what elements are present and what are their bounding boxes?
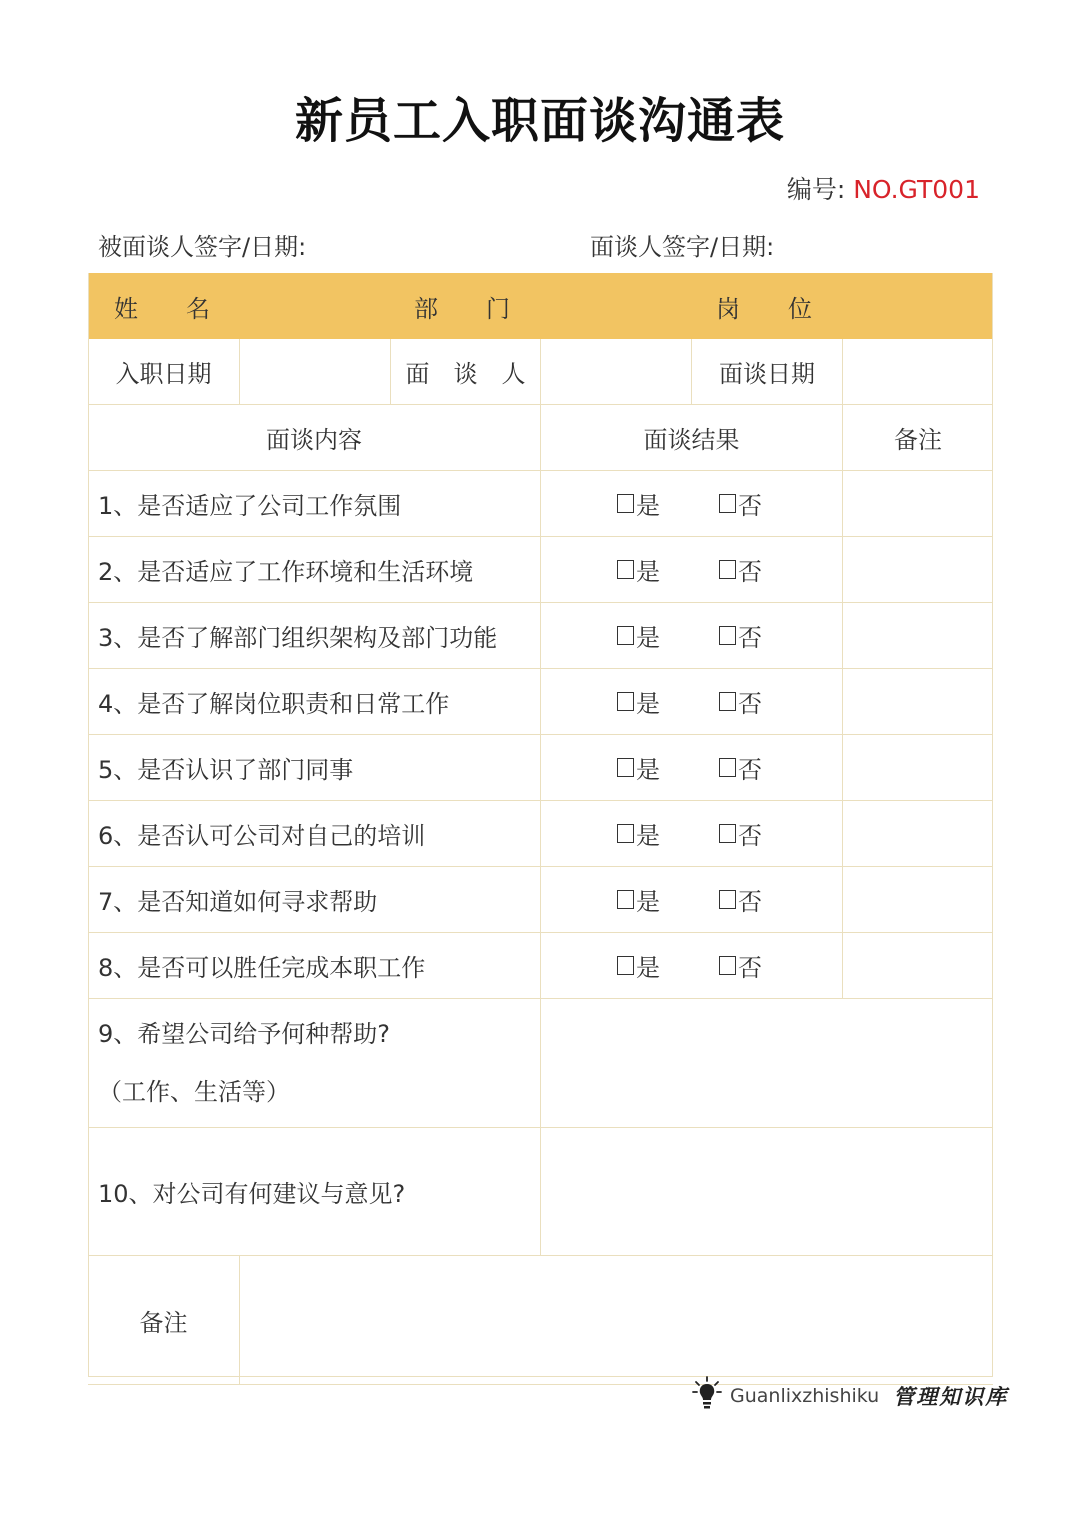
question-10-text: 10、对公司有何建议与意见? — [98, 1180, 406, 1208]
question-9-row — [88, 999, 993, 1128]
question-10-answer-field[interactable] — [540, 1128, 993, 1255]
interviewer-field[interactable] — [540, 339, 691, 404]
no-checkbox[interactable] — [719, 735, 762, 800]
yes-label: 是 — [636, 954, 660, 982]
column-header-row — [88, 405, 993, 471]
checkbox-icon — [719, 956, 736, 975]
question-9-line1: 9、希望公司给予何种帮助? — [98, 1020, 391, 1048]
no-checkbox[interactable] — [719, 669, 762, 734]
brand-latin: Guanlixzhishiku — [730, 1385, 880, 1407]
checkbox-icon — [617, 956, 634, 975]
question-text: 3、是否了解部门组织架构及部门功能 — [98, 624, 498, 652]
question-text: 2、是否适应了工作环境和生活环境 — [98, 558, 474, 586]
info-row — [88, 339, 993, 405]
checkbox-icon — [617, 824, 634, 843]
checkbox-icon — [719, 560, 736, 579]
brand-chinese: 管理知识库 — [893, 1384, 1009, 1409]
question-row — [88, 603, 993, 669]
interviewer-label: 面 谈 人 — [390, 339, 540, 404]
no-checkbox[interactable] — [719, 603, 762, 668]
question-9-answer-field[interactable] — [540, 999, 993, 1127]
checkbox-icon — [617, 758, 634, 777]
yes-checkbox[interactable] — [617, 537, 660, 602]
remark-column-header: 备注 — [842, 405, 993, 470]
checkbox-icon — [719, 758, 736, 777]
result-cell — [540, 933, 842, 998]
question-row — [88, 471, 993, 537]
yes-label: 是 — [636, 888, 660, 916]
question-row — [88, 867, 993, 933]
checkbox-icon — [719, 890, 736, 909]
question-text: 6、是否认可公司对自己的培训 — [98, 822, 426, 850]
question-row — [88, 735, 993, 801]
no-label: 否 — [738, 690, 762, 718]
checkbox-icon — [719, 626, 736, 645]
checkbox-icon — [617, 890, 634, 909]
question-text: 5、是否认识了部门同事 — [98, 756, 354, 784]
no-checkbox[interactable] — [719, 801, 762, 866]
yes-checkbox[interactable] — [617, 933, 660, 998]
checkbox-icon — [617, 560, 634, 579]
table-header-row — [88, 273, 993, 339]
remark-field[interactable] — [842, 867, 993, 932]
position-header: 岗 位 — [716, 294, 812, 323]
checkbox-icon — [617, 494, 634, 513]
no-checkbox[interactable] — [719, 867, 762, 932]
no-checkbox[interactable] — [719, 471, 762, 536]
yes-label: 是 — [636, 558, 660, 586]
department-header: 部 门 — [414, 294, 510, 323]
remark-field[interactable] — [842, 933, 993, 998]
remark-field[interactable] — [842, 669, 993, 734]
question-row — [88, 933, 993, 999]
yes-label: 是 — [636, 822, 660, 850]
no-label: 否 — [738, 492, 762, 520]
yes-checkbox[interactable] — [617, 867, 660, 932]
serial-value: NO.GT001 — [853, 175, 980, 204]
result-column-header: 面谈结果 — [540, 405, 842, 470]
remark-row — [88, 1256, 993, 1385]
yes-label: 是 — [636, 756, 660, 784]
no-label: 否 — [738, 558, 762, 586]
page-title: 新员工入职面谈沟通表 — [294, 93, 785, 149]
remark-field[interactable] — [842, 537, 993, 602]
question-9-line2: （工作、生活等） — [98, 1078, 290, 1106]
remark-answer-field[interactable] — [239, 1256, 993, 1384]
question-text: 7、是否知道如何寻求帮助 — [98, 888, 378, 916]
result-cell — [540, 735, 842, 800]
no-label: 否 — [738, 756, 762, 784]
checkbox-icon — [719, 494, 736, 513]
question-row — [88, 537, 993, 603]
hire-date-label: 入职日期 — [115, 360, 212, 388]
yes-checkbox[interactable] — [617, 735, 660, 800]
no-checkbox[interactable] — [719, 933, 762, 998]
remark-label: 备注 — [139, 1308, 188, 1337]
result-cell — [540, 669, 842, 734]
remark-field[interactable] — [842, 603, 993, 668]
yes-checkbox[interactable] — [617, 603, 660, 668]
result-cell — [540, 867, 842, 932]
remark-field[interactable] — [842, 801, 993, 866]
checkbox-icon — [719, 692, 736, 711]
content-column-header: 面谈内容 — [266, 426, 362, 454]
no-checkbox[interactable] — [719, 537, 762, 602]
checkbox-icon — [617, 626, 634, 645]
question-10-row — [88, 1128, 993, 1256]
result-cell — [540, 603, 842, 668]
question-9-text — [88, 999, 540, 1127]
no-label: 否 — [738, 624, 762, 652]
remark-field[interactable] — [842, 735, 993, 800]
yes-checkbox[interactable] — [617, 801, 660, 866]
no-label: 否 — [738, 822, 762, 850]
interview-form-table — [88, 273, 993, 1385]
brand-footer — [692, 1376, 1008, 1416]
serial-number — [787, 170, 980, 206]
question-row — [88, 801, 993, 867]
question-text: 1、是否适应了公司工作氛围 — [98, 492, 402, 520]
lightbulb-icon — [692, 1376, 722, 1416]
interview-date-field[interactable] — [842, 339, 993, 404]
no-label: 否 — [738, 888, 762, 916]
hire-date-field[interactable] — [239, 339, 390, 404]
question-row — [88, 669, 993, 735]
interview-date-label: 面谈日期 — [691, 339, 842, 404]
checkbox-icon — [617, 692, 634, 711]
yes-checkbox[interactable] — [617, 471, 660, 536]
interviewee-signature-label: 被面谈人签字/日期: — [98, 233, 307, 261]
remark-field[interactable] — [842, 471, 993, 536]
no-label: 否 — [738, 954, 762, 982]
result-cell — [540, 537, 842, 602]
yes-label: 是 — [636, 690, 660, 718]
interviewer-signature-label: 面谈人签字/日期: — [590, 233, 775, 261]
result-cell — [540, 471, 842, 536]
yes-checkbox[interactable] — [617, 669, 660, 734]
result-cell — [540, 801, 842, 866]
name-header: 姓 名 — [114, 294, 210, 323]
yes-label: 是 — [636, 492, 660, 520]
question-text: 8、是否可以胜任完成本职工作 — [98, 954, 426, 982]
checkbox-icon — [719, 824, 736, 843]
serial-label: 编号: — [786, 175, 846, 204]
yes-label: 是 — [636, 624, 660, 652]
question-text: 4、是否了解岗位职责和日常工作 — [98, 690, 450, 718]
